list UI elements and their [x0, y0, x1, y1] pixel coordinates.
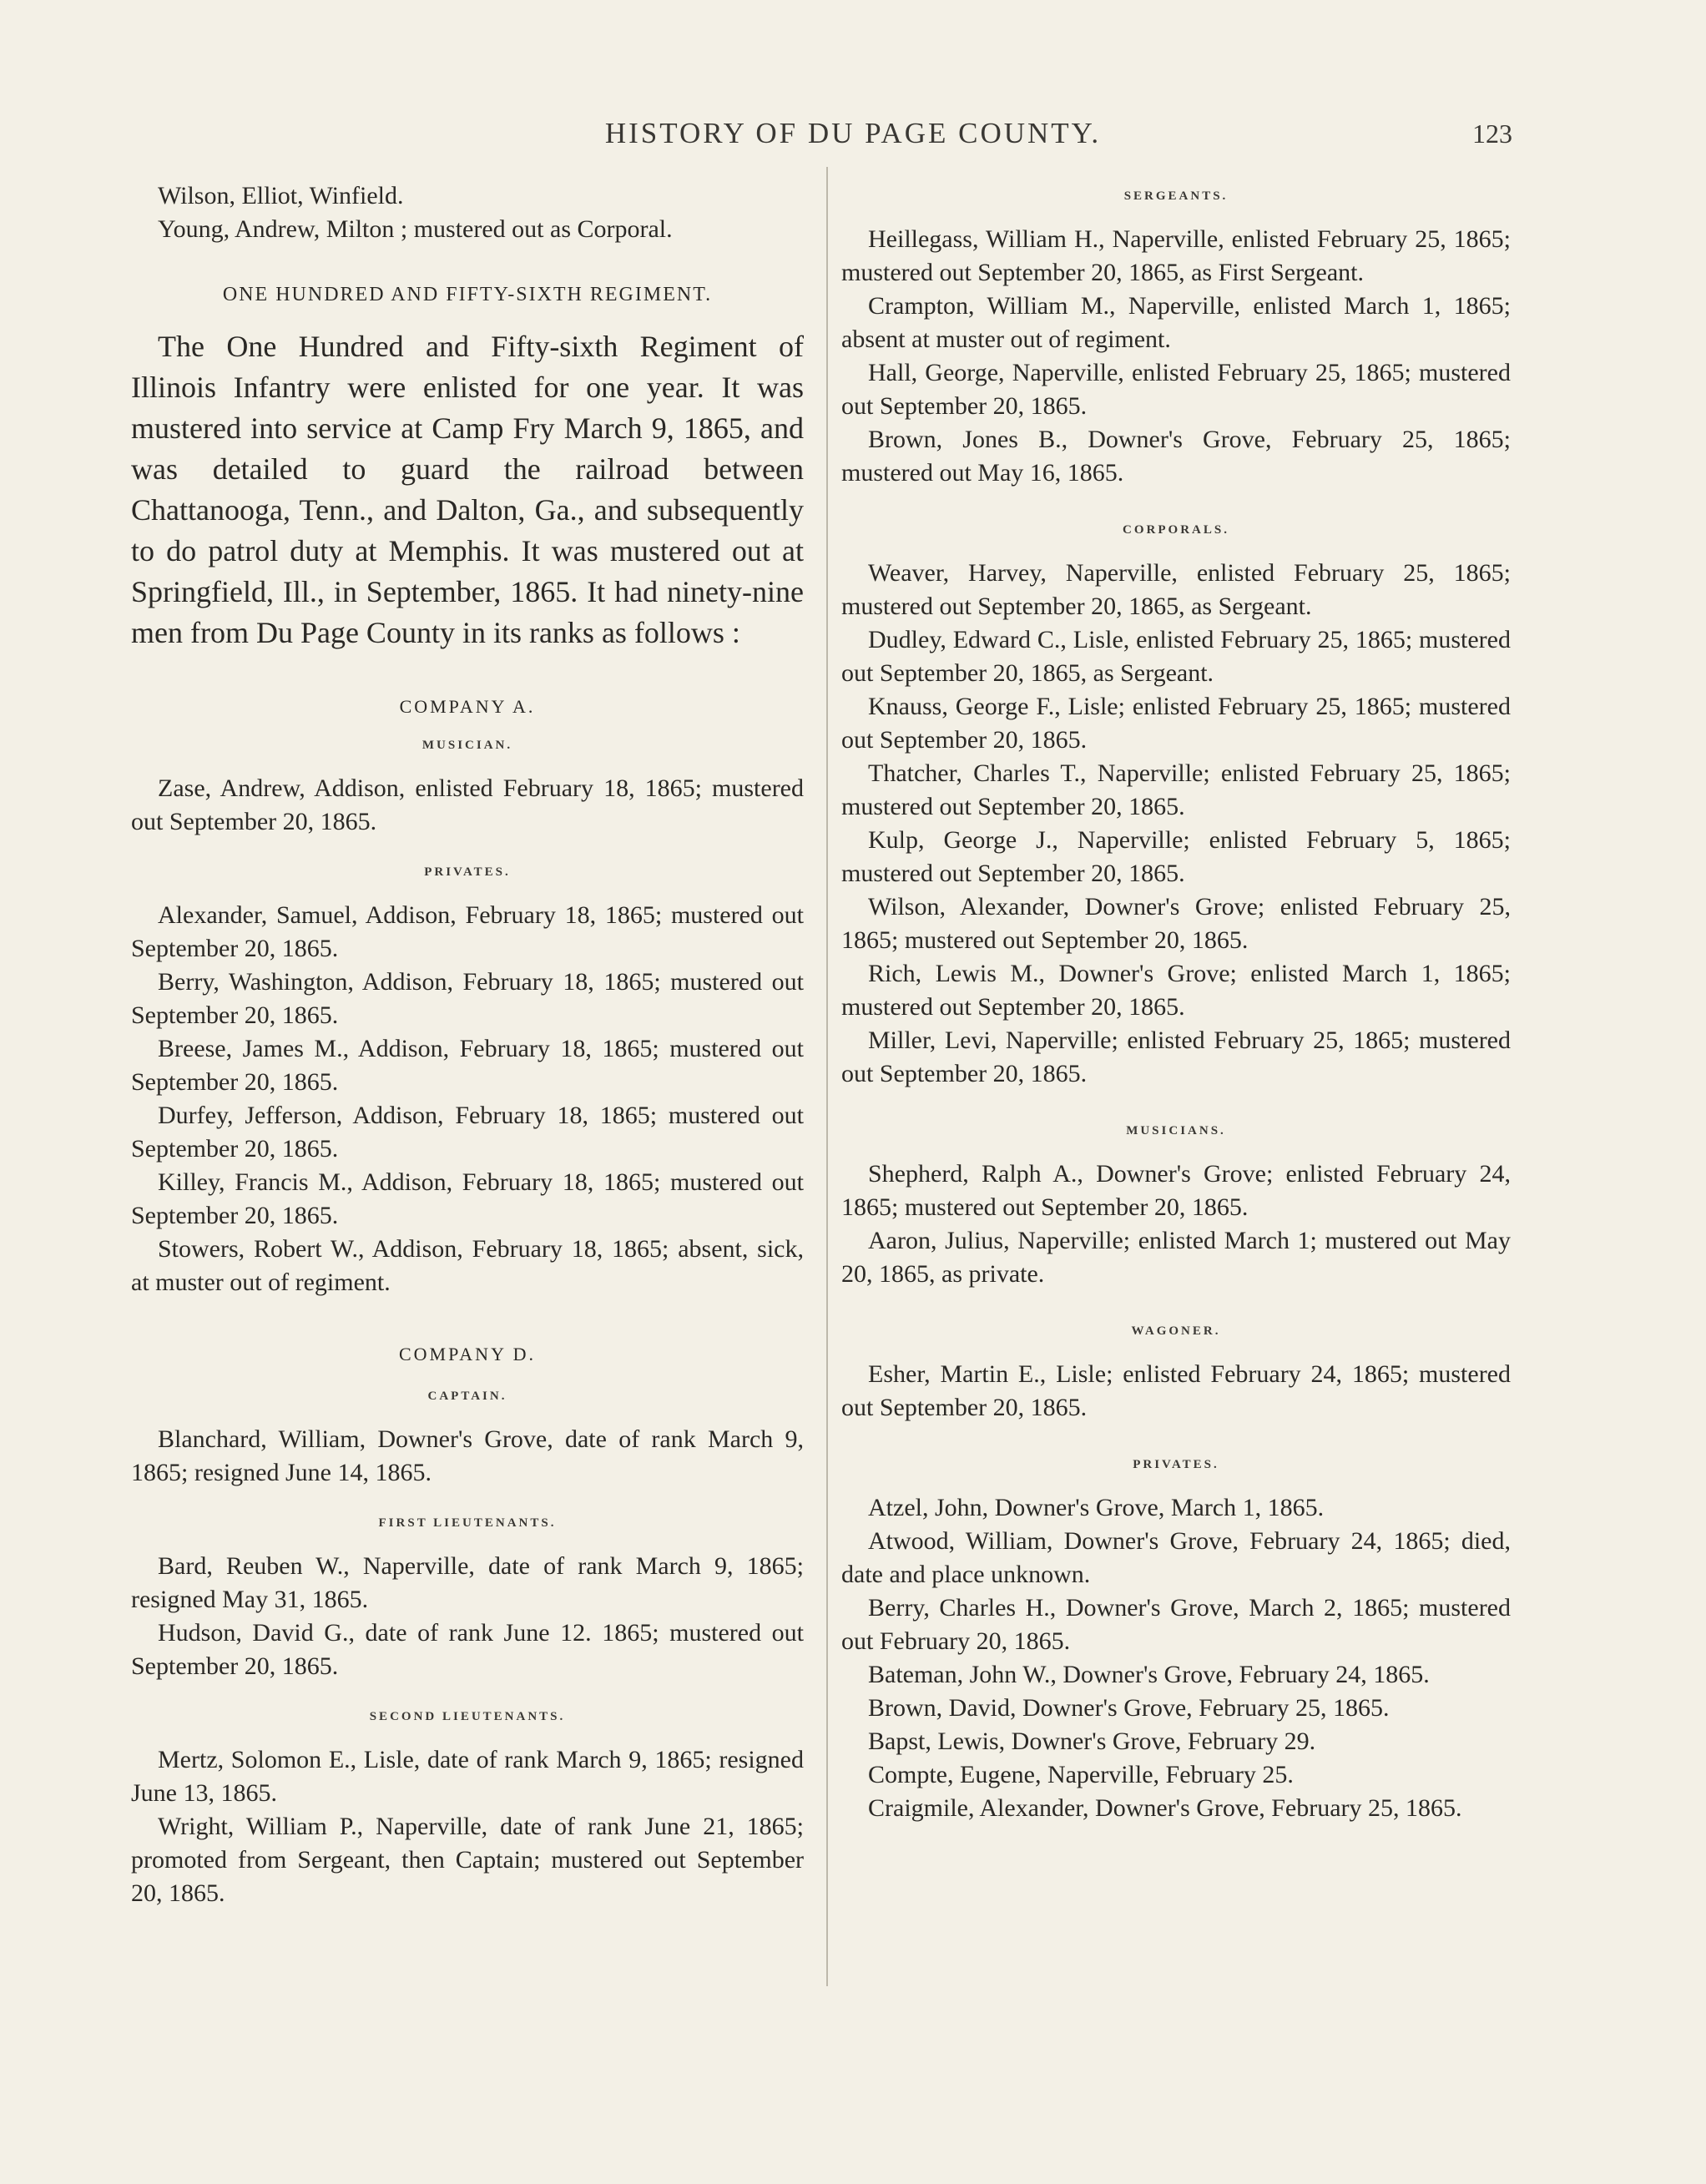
roster-entry: Alexander, Samuel, Addison, February 18, 1865; mustered out September 20, 1865.: [131, 901, 804, 962]
roster-entry: Craigmile, Alexander, Downer's Grove, February 25, 1865.: [868, 1794, 1462, 1822]
first-lieutenants-heading: FIRST LIEUTENANTS.: [378, 1516, 557, 1530]
roster-entry: Atwood, William, Downer's Grove, February 24, 1865; died, date and place unknown.: [841, 1527, 1511, 1588]
regiment-heading: ONE HUNDRED AND FIFTY-SIXTH REGIMENT.: [222, 284, 713, 305]
roster-entry: Aaron, Julius, Naperville; enlisted March 1; mustered out May 20, 1865, as private.: [841, 1227, 1511, 1288]
roster-entry: Knauss, George F., Lisle; enlisted February 25, 1865; mustered out September 20, 1865.: [841, 693, 1511, 754]
roster-entry: Killey, Francis M., Addison, February 18, 1865; mustered out September 20, 1865.: [131, 1168, 804, 1229]
carryover-list: [131, 179, 804, 246]
roster-entry: Thatcher, Charles T., Naperville; enlisted February 25, 1865; mustered out September 20, 1865.: [841, 759, 1511, 820]
roster-entry: Compte, Eugene, Naperville, February 25.: [868, 1761, 1294, 1788]
roster-entry: Zase, Andrew, Addison, enlisted February 18, 1865; mustered out September 20, 1865.: [131, 774, 804, 835]
roster-entry: Breese, James M., Addison, February 18, 1865; mustered out September 20, 1865.: [131, 1035, 804, 1096]
left-column: [131, 179, 804, 1910]
musician-heading: MUSICIAN.: [421, 739, 513, 752]
wagoner-heading: WAGONER.: [1131, 1324, 1221, 1338]
roster-entry: Atzel, John, Downer's Grove, March 1, 1865.: [868, 1494, 1325, 1521]
roster-entry: Hudson, David G., date of rank June 12. 1865; mustered out September 20, 1865.: [131, 1619, 804, 1680]
roster-entry: Miller, Levi, Naperville; enlisted February 25, 1865; mustered out September 20, 1865.: [841, 1026, 1511, 1087]
roster-entry: Weaver, Harvey, Naperville, enlisted February 25, 1865; mustered out September 20, 1865, as Sergeant.: [841, 559, 1511, 620]
roster-entry: Heillegass, William H., Naperville, enlisted February 25, 1865; mustered out September 20, 1865, as First Sergeant.: [841, 225, 1511, 286]
roster-entry: Berry, Charles H., Downer's Grove, March 2, 1865; mustered out February 20, 1865.: [841, 1594, 1511, 1655]
column-divider: [826, 167, 828, 1986]
roster-entry: Brown, David, Downer's Grove, February 25, 1865.: [868, 1694, 1390, 1722]
roster-entry: Wilson, Elliot, Winfield.: [158, 182, 404, 209]
roster-entry: Wright, William P., Naperville, date of rank June 21, 1865; promoted from Sergeant, then Captain; mustered out September 20, 1865.: [131, 1813, 804, 1907]
roster-entry: Shepherd, Ralph A., Downer's Grove; enlisted February 24, 1865; mustered out September 20, 1865.: [841, 1160, 1511, 1221]
roster-entry: Esher, Martin E., Lisle; enlisted February 24, 1865; mustered out September 20, 1865.: [841, 1360, 1511, 1421]
roster-entry: Bateman, John W., Downer's Grove, February 24, 1865.: [868, 1661, 1430, 1688]
second-lieutenants-heading: SECOND LIEUTENANTS.: [369, 1710, 566, 1723]
company-d-heading: COMPANY D.: [398, 1344, 537, 1364]
roster-entry: Blanchard, William, Downer's Grove, date of rank March 9, 1865; resigned June 14, 1865.: [131, 1425, 804, 1486]
roster-entry: Wilson, Alexander, Downer's Grove; enlisted February 25, 1865; mustered out September 20, 1865.: [841, 893, 1511, 954]
roster-entry: Brown, Jones B., Downer's Grove, February 25, 1865; mustered out May 16, 1865.: [841, 426, 1511, 487]
roster-entry: Crampton, William M., Naperville, enlisted March 1, 1865; absent at muster out of regiment.: [841, 292, 1511, 353]
company-a-heading: COMPANY A.: [399, 696, 536, 717]
regiment-intro: The One Hundred and Fifty-sixth Regiment of Illinois Infantry were enlisted for one year. It was mustered into service at Camp Fry March 9, 1865, and was detailed to guard the railroad between Chattanooga, Tenn., and Dalton, Ga., and subsequently to do patrol duty at Memphis. It was mustered out at Springfield, Ill., in September, 1865. It had ninety-nine men from Du Page County in its ranks as follows :: [131, 330, 804, 649]
roster-entry: Bapst, Lewis, Downer's Grove, February 29.: [868, 1728, 1316, 1755]
roster-entry: Stowers, Robert W., Addison, February 18, 1865; absent, sick, at muster out of regiment.: [131, 1235, 804, 1296]
roster-entry: Durfey, Jefferson, Addison, February 18, 1865; mustered out September 20, 1865.: [131, 1102, 804, 1163]
roster-entry: Dudley, Edward C., Lisle, enlisted February 25, 1865; mustered out September 20, 1865, as Sergeant.: [841, 626, 1511, 687]
roster-entry: Young, Andrew, Milton ; mustered out as Corporal.: [158, 215, 673, 243]
page-number: 123: [1472, 119, 1512, 149]
roster-entry: Kulp, George J., Naperville; enlisted February 5, 1865; mustered out September 20, 1865.: [841, 826, 1511, 887]
roster-entry: Mertz, Solomon E., Lisle, date of rank March 9, 1865; resigned June 13, 1865.: [131, 1746, 804, 1807]
musicians-heading: MUSICIANS.: [1126, 1124, 1226, 1137]
right-column: [841, 179, 1511, 1825]
roster-entry: Rich, Lewis M., Downer's Grove; enlisted March 1, 1865; mustered out September 20, 1865.: [841, 960, 1511, 1021]
roster-entry: Bard, Reuben W., Naperville, date of rank March 9, 1865; resigned May 31, 1865.: [131, 1552, 804, 1613]
roster-entry: Berry, Washington, Addison, February 18, 1865; mustered out September 20, 1865.: [131, 968, 804, 1029]
corporals-heading: CORPORALS.: [1123, 523, 1229, 537]
running-title: HISTORY OF DU PAGE COUNTY.: [604, 117, 1102, 149]
privates-heading: PRIVATES.: [424, 865, 511, 879]
roster-entry: Hall, George, Naperville, enlisted February 25, 1865; mustered out September 20, 1865.: [841, 359, 1511, 420]
privates-heading: PRIVATES.: [1133, 1458, 1219, 1471]
sergeants-heading: SERGEANTS.: [1123, 189, 1229, 203]
company-a-privates-list: [131, 899, 804, 1299]
captain-heading: CAPTAIN.: [427, 1390, 507, 1403]
running-head: [0, 117, 1706, 159]
